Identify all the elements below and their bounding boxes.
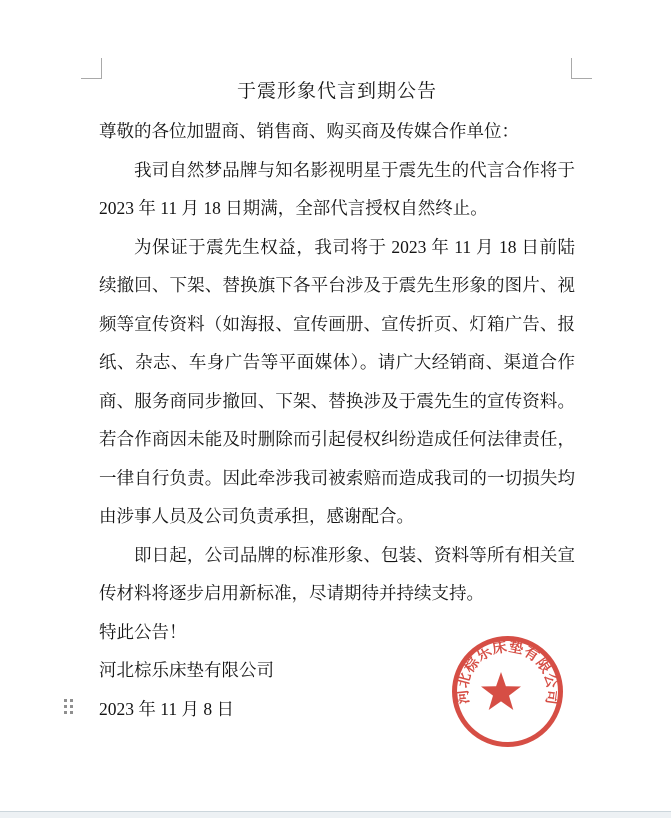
signature-date: 2023 年 11 月 8 日 — [99, 698, 234, 719]
star-icon — [481, 672, 521, 710]
anchor-dots-icon — [64, 699, 73, 714]
paragraph-removal-notice: 为保证于震先生权益，我司将于 2023 年 11 月 18 日前陆续撤回、下架、替换旗下各平台涉及于震先生形象的图片、视频等宣传资料（如海报、宣传画册、宣传折页、灯箱广告、报纸、杂志、车身广告等平面媒体）。请广大经销商、渠道合作商、服务商同步撤回、下架、替换涉及于震先生的宣传资料。若合作商因未能及时删除而引起侵权纠纷造成任何法律责任，一律自行负责。因此牵涉我司被索赔而造成我司的一切损失均由涉事人员及公司负责承担，感谢配合。 — [99, 236, 575, 526]
document-body[interactable] — [99, 72, 575, 728]
company-name: 河北棕乐床垫有限公司 — [99, 660, 274, 680]
company-seal-stamp — [450, 634, 565, 749]
seal-arc-text: 河北棕乐床垫有限公司 — [454, 639, 561, 706]
paragraph-endorsement-expiry: 我司自然梦品牌与知名影视明星于震先生的代言合作将于 2023 年 11 月 18 日期满，全部代言授权自然终止。 — [99, 159, 575, 218]
document-title: 于震形象代言到期公告 — [236, 81, 437, 102]
page-bottom-edge — [0, 811, 671, 818]
closing-line: 特此公告！ — [99, 621, 187, 642]
paragraph-new-standard: 即日起，公司品牌的标准形象、包装、资料等所有相关宣传材料将逐步启用新标准，尽请期待并持续支持。 — [99, 544, 575, 603]
salutation-line: 尊敬的各位加盟商、销售商、购买商及传媒合作单位： — [99, 121, 519, 141]
